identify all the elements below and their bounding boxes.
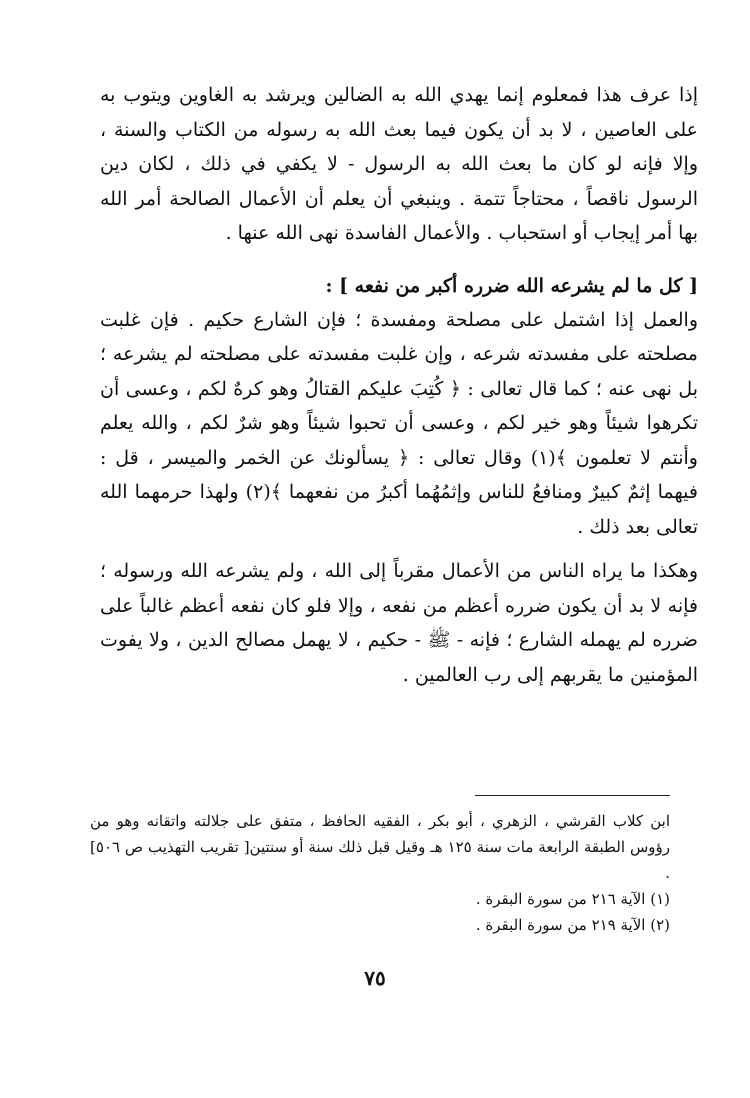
paragraph-1: إذا عرف هذا فمعلوم إنما يهدي الله به الضالين ويرشد به الغاوين ويتوب به على العاصين ، لا بد أن يكون فيما بعث الله به رسوله من الكتاب والسنة ، وإلا فإنه لو كان ما بعث الله به الرسول - لا يكفي في ذلك ، لكان دين الرسول ناقصاً ، محتاجاً تتمة . وينبغي أن يعلم أن الأعمال الصالحة أمر الله بها أمر إيجاب أو استحباب . والأعمال الفاسدة نهى الله عنها .: [100, 84, 698, 244]
paragraph-2: والعمل إذا اشتمل على مصلحة ومفسدة ؛ فإن الشارع حكيم . فإن غلبت مصلحته على مفسدته شرعه ، وإن غلبت مفسدته على مصلحته لم يشرعه ؛ بل نهى عنه ؛ كما قال تعالى : ﴿ كُتِبَ عليكم القتالُ وهو كرهٌ لكم ، وعسى أن تكرهوا شيئاً وهو خير لكم ، وعسى أن تحبوا شيئاً وهو شرٌ لكم ، والله يعلم وأنتم لا تعلمون ﴾(١) وقال تعالى : ﴿ يسألونك عن الخمر والميسر ، قل : فيهما إثمٌ كبيرٌ ومنافعُ للناس وإثمُهُما أكبرُ من نفعهما ﴾(٢) ولهذا حرمهما الله تعالى بعد ذلك .: [100, 308, 698, 538]
footnote-continued: ابن كلاب القرشي ، الزهري ، أبو بكر ، الفقيه الحافظ ، متفق على جلالته واتقانه وهو من رؤوس الطبقة الرابعة مات سنة ١٢٥ هـ وقيل قبل ذلك سنة أو سنتين[ تقريب التهذيب ص ٥٠٦] .: [90, 812, 670, 882]
page-number: ٧٥: [364, 966, 386, 990]
section-heading: [ كل ما لم يشرعه الله ضرره أكبر من نفعه ] :: [325, 274, 698, 297]
footnotes: [90, 808, 670, 938]
footnote-2: (٢) الآية ٢١٩ من سورة البقرة .: [475, 916, 670, 934]
paragraph-3: وهكذا ما يراه الناس من الأعمال مقرباً إلى الله ، ولم يشرعه الله ورسوله ؛ فإنه لا بد أن يكون ضرره أعظم من نفعه ، وإلا فلو كان نفعه أعظم غالباً على ضرره لم يهمله الشارع ؛ فإنه - ﷺ - حكيم ، لا يهمل مصالح الدين ، ولا يفوت المؤمنين ما يقربهم إلى رب العالمين .: [100, 560, 698, 686]
footnote-separator: [475, 795, 670, 796]
footnote-1: (١) الآية ٢١٦ من سورة البقرة .: [475, 890, 670, 908]
